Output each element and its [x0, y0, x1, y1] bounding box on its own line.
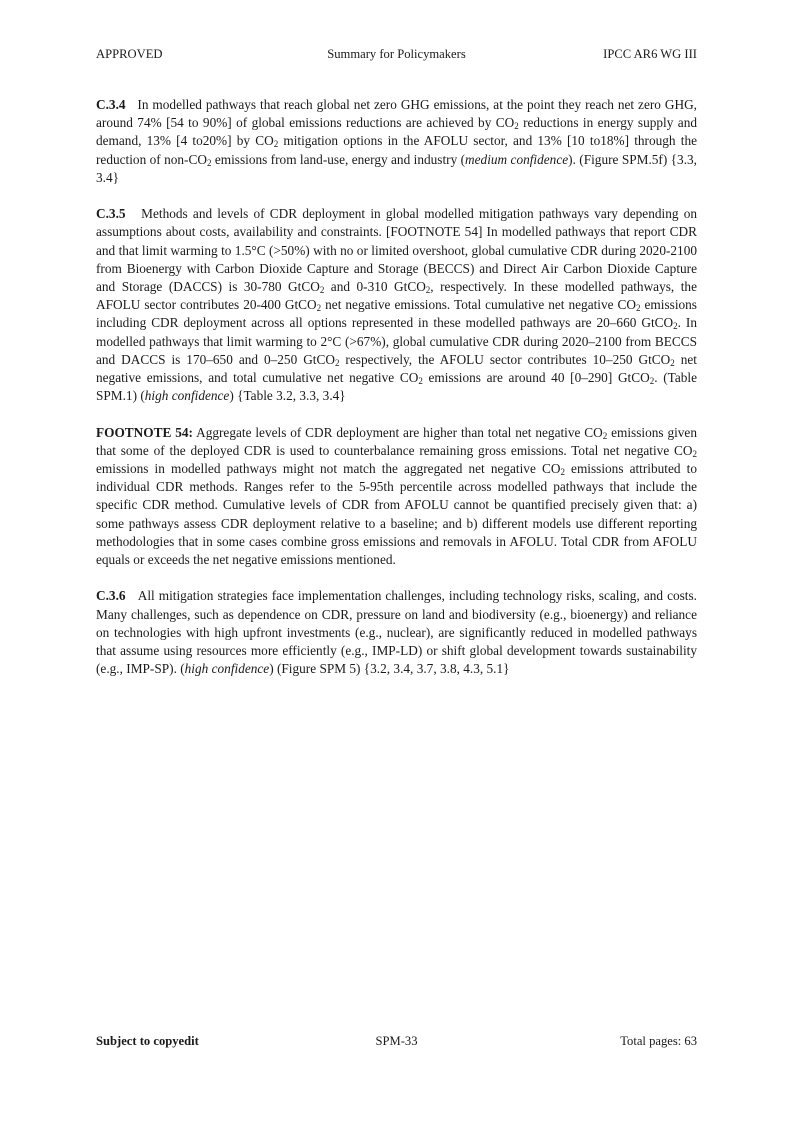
paragraph-text: All mitigation strategies face implementation challenges, including technology risks, scaling, and costs. Many challenges, such as dependence on CDR, pressure on land and biodiversity (e.g., bioenergy) and reliance on technologies with high upfront investments (e.g., nuclear), are significantly reduced in modelled pathways that assume using resources more efficiently (e.g., IMP-LD) or shift global development towards sustainability (e.g., IMP-SP). (high confidence) (Figure SPM 5) {3.2, 3.4, 3.7, 3.8, 4.3, 5.1}: [96, 588, 697, 677]
paragraph-footnote-54: [96, 424, 697, 570]
paragraph-label: C.3.4: [96, 97, 126, 112]
page-footer: [96, 1034, 697, 1052]
header-status: APPROVED: [96, 47, 163, 61]
header-report-name: IPCC AR6 WG III: [603, 47, 697, 61]
paragraph-text: Methods and levels of CDR deployment in global modelled mitigation pathways vary depending on assumptions about costs, availability and constraints. [FOOTNOTE 54] In modelled pathways that report CDR and that limit warming to 1.5°C (>50%) with no or limited overshoot, global cumulative CDR during 2020-2100 from Bioenergy with Carbon Dioxide Capture and Storage (BECCS) and Direct Air Carbon Dioxide Capture and Storage (DACCS) is 30-780 GtCO$_2$ and 0-310 GtCO$_2$, respectively. In these modelled pathways, the AFOLU sector contributes 20-400 GtCO$_2$ net negative emissions. Total cumulative net negative $CO_2$ emissions including CDR deployment across all options represented in these modelled pathways are 20–660 GtCO$_2$. In modelled pathways that limit warming to 2°C (>67%), global cumulative CDR during 2020–2100 from BECCS and DACCS is 170–650 and 0–250 GtCO$_2$ respectively, the AFOLU sector contributes 10–250 GtCO$_2$ net negative emissions, and total cumulative net negative $CO_2$ emissions are around 40 [0–290] GtCO$_2$. (Table SPM.1) (high confidence) {Table 3.2, 3.3, 3.4}: [96, 206, 697, 404]
paragraph-label: C.3.5: [96, 206, 126, 222]
page-body: [96, 96, 697, 697]
footer-copyedit-note: Subject to copyedit: [96, 1034, 199, 1048]
footer-total-pages: Total pages: 63: [620, 1034, 697, 1048]
paragraph-label: C.3.6: [96, 588, 126, 604]
paragraph-c-3-6: [96, 587, 697, 678]
paragraph-c-3-4: [96, 96, 697, 187]
paragraph-c-3-5: [96, 205, 697, 405]
paragraph-text: In modelled pathways that reach global net zero GHG emissions, at the point they reach net zero GHG, around 74% [54 to 90%] of global emissions reductions are achieved by $CO_2$ reductions in energy supply and demand, 13% [4 to20%] by $CO_2$ mitigation options in the AFOLU sector, and 13% [10 to18%] through the reduction of non-$CO_2$ emissions from land-use, energy and industry (medium confidence). (Figure SPM.5f) {3.3, 3.4}: [96, 97, 697, 185]
paragraph-label: FOOTNOTE 54:: [96, 424, 193, 440]
paragraph-text: Aggregate levels of CDR deployment are higher than total net negative $CO_2$ emissions given that some of the deployed CDR is used to counterbalance remaining gross emissions. Total net negative $CO_2$ emissions in modelled pathways might not match the aggregated net negative $CO_2$ emissions attributed to individual CDR methods. Ranges refer to the 5-95th percentile across modelled pathways that include the specific CDR method. Cumulative levels of CDR from AFOLU cannot be quantified precisely given that: a) some pathways assess CDR deployment relative to a baseline; and b) different models use different reporting methodologies that in some cases combine gross emissions and removals in AFOLU. Total CDR from AFOLU equals or exceeds the net negative emissions mentioned.: [96, 424, 697, 568]
header-section-title: Summary for Policymakers: [327, 47, 466, 61]
footer-page-number: SPM-33: [375, 1034, 418, 1048]
page-header: [96, 47, 697, 65]
